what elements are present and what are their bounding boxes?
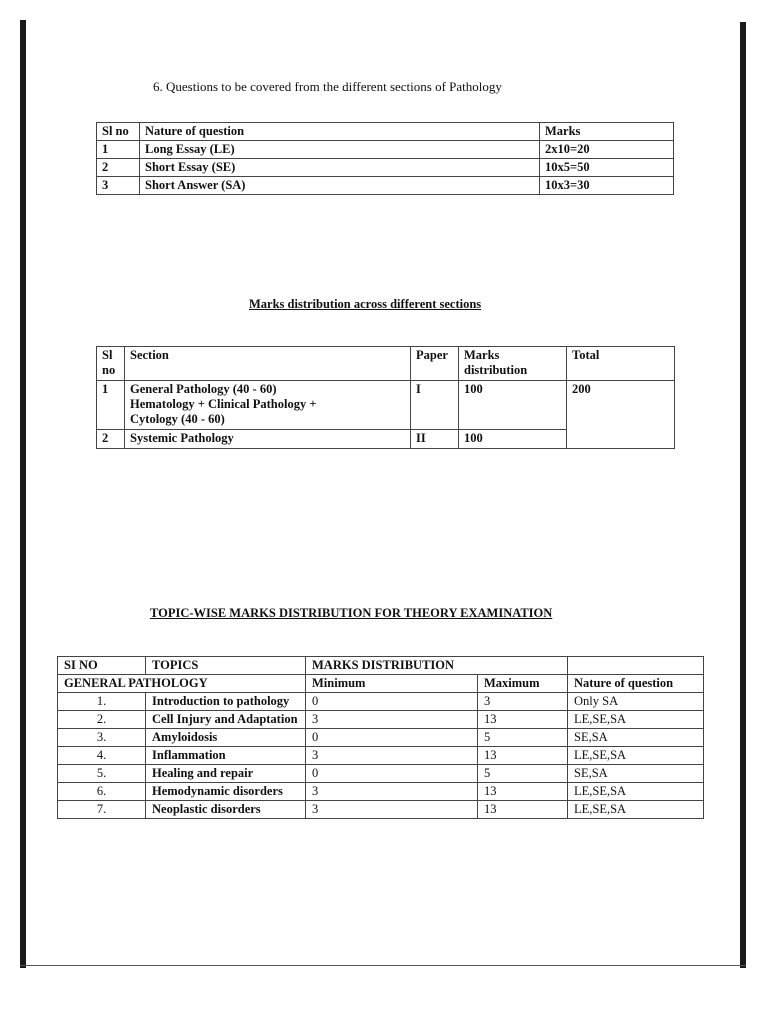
table-cell: 1 bbox=[97, 141, 140, 159]
table-cell: 6. bbox=[58, 783, 146, 801]
table-cell: 2 bbox=[97, 430, 125, 449]
section-line: Hematology + Clinical Pathology + bbox=[130, 397, 317, 411]
table-cell: 5. bbox=[58, 765, 146, 783]
group-cell: GENERAL PATHOLOGY bbox=[58, 675, 306, 693]
table-cell: Only SA bbox=[568, 693, 704, 711]
table-cell: 3 bbox=[478, 693, 568, 711]
header-cell: Nature of question bbox=[568, 675, 704, 693]
header-cell: Marks bbox=[540, 123, 674, 141]
table-cell: 7. bbox=[58, 801, 146, 819]
table-cell: 0 bbox=[306, 765, 478, 783]
page-border-left bbox=[20, 20, 26, 968]
table-cell: Long Essay (LE) bbox=[140, 141, 540, 159]
table-cell: 100 bbox=[459, 430, 567, 449]
table-cell: Neoplastic disorders bbox=[146, 801, 306, 819]
marks-distribution-title: Marks distribution across different sections bbox=[249, 297, 482, 311]
table-row bbox=[58, 801, 704, 819]
table-cell: 1. bbox=[58, 693, 146, 711]
topic-distribution-title: TOPIC-WISE MARKS DISTRIBUTION FOR THEORY EXAMINATION bbox=[150, 606, 553, 620]
table-cell: Inflammation bbox=[146, 747, 306, 765]
header-cell: Marks distribution bbox=[459, 347, 567, 381]
table-row bbox=[58, 711, 704, 729]
table-cell: 3 bbox=[97, 177, 140, 195]
header-cell: Minimum bbox=[306, 675, 478, 693]
table-cell: 13 bbox=[478, 801, 568, 819]
table-cell: LE,SE,SA bbox=[568, 747, 704, 765]
table-cell: Systemic Pathology bbox=[125, 430, 411, 449]
page-border-bottom bbox=[20, 965, 746, 966]
table-cell: Introduction to pathology bbox=[146, 693, 306, 711]
table-cell: SE,SA bbox=[568, 729, 704, 747]
section-line: General Pathology (40 - 60) bbox=[130, 382, 277, 396]
table-cell: 2. bbox=[58, 711, 146, 729]
table-cell: 0 bbox=[306, 729, 478, 747]
table-row bbox=[97, 141, 674, 159]
table-cell: Cell Injury and Adaptation bbox=[146, 711, 306, 729]
table-cell: 0 bbox=[306, 693, 478, 711]
table-cell: 10x5=50 bbox=[540, 159, 674, 177]
table-cell: Amyloidosis bbox=[146, 729, 306, 747]
table-subheader-row bbox=[58, 675, 704, 693]
table-row bbox=[97, 159, 674, 177]
table-cell: I bbox=[411, 381, 459, 430]
header-cell: Paper bbox=[411, 347, 459, 381]
header-cell: TOPICS bbox=[146, 657, 306, 675]
table-cell: 100 bbox=[459, 381, 567, 430]
section-heading: 6. Questions to be covered from the different sections of Pathology bbox=[153, 79, 502, 94]
header-cell: Maximum bbox=[478, 675, 568, 693]
table-row bbox=[58, 747, 704, 765]
total-cell: 200 bbox=[567, 381, 675, 449]
header-cell: MARKS DISTRIBUTION bbox=[306, 657, 568, 675]
table-cell: 13 bbox=[478, 711, 568, 729]
table-cell: Short Essay (SE) bbox=[140, 159, 540, 177]
table-cell: 3 bbox=[306, 783, 478, 801]
table-cell: 5 bbox=[478, 729, 568, 747]
table-cell: LE,SE,SA bbox=[568, 783, 704, 801]
table-cell: II bbox=[411, 430, 459, 449]
table-row bbox=[58, 765, 704, 783]
table-row bbox=[58, 693, 704, 711]
table-header-row bbox=[97, 123, 674, 141]
table-cell: LE,SE,SA bbox=[568, 711, 704, 729]
table-cell: 3 bbox=[306, 801, 478, 819]
table-cell: 13 bbox=[478, 747, 568, 765]
table-cell: Healing and repair bbox=[146, 765, 306, 783]
table-cell: 3. bbox=[58, 729, 146, 747]
table-cell: 5 bbox=[478, 765, 568, 783]
table-cell: 2x10=20 bbox=[540, 141, 674, 159]
table-header-row bbox=[58, 657, 704, 675]
table-cell: 10x3=30 bbox=[540, 177, 674, 195]
header-cell: Section bbox=[125, 347, 411, 381]
table-cell: 2 bbox=[97, 159, 140, 177]
header-cell bbox=[568, 657, 704, 675]
table-cell: Short Answer (SA) bbox=[140, 177, 540, 195]
header-cell: SI NO bbox=[58, 657, 146, 675]
table-cell: 3 bbox=[306, 747, 478, 765]
header-cell: Nature of question bbox=[140, 123, 540, 141]
header-cell: Sl no bbox=[97, 347, 125, 381]
header-cell: Sl no bbox=[97, 123, 140, 141]
question-type-table bbox=[96, 122, 674, 195]
table-cell: 4. bbox=[58, 747, 146, 765]
table-cell: LE,SE,SA bbox=[568, 801, 704, 819]
table-row bbox=[58, 783, 704, 801]
table-cell: 13 bbox=[478, 783, 568, 801]
table-cell: Hemodynamic disorders bbox=[146, 783, 306, 801]
table-cell: 3 bbox=[306, 711, 478, 729]
table-cell: 1 bbox=[97, 381, 125, 430]
table-cell: SE,SA bbox=[568, 765, 704, 783]
page-border-right bbox=[740, 22, 746, 968]
table-header-row bbox=[97, 347, 675, 381]
table-cell bbox=[125, 381, 411, 430]
topic-marks-table bbox=[57, 656, 704, 819]
table-row bbox=[97, 381, 675, 430]
marks-distribution-table bbox=[96, 346, 675, 449]
table-row bbox=[58, 729, 704, 747]
table-row bbox=[97, 177, 674, 195]
header-cell: Total bbox=[567, 347, 675, 381]
section-line: Cytology (40 - 60) bbox=[130, 412, 225, 426]
